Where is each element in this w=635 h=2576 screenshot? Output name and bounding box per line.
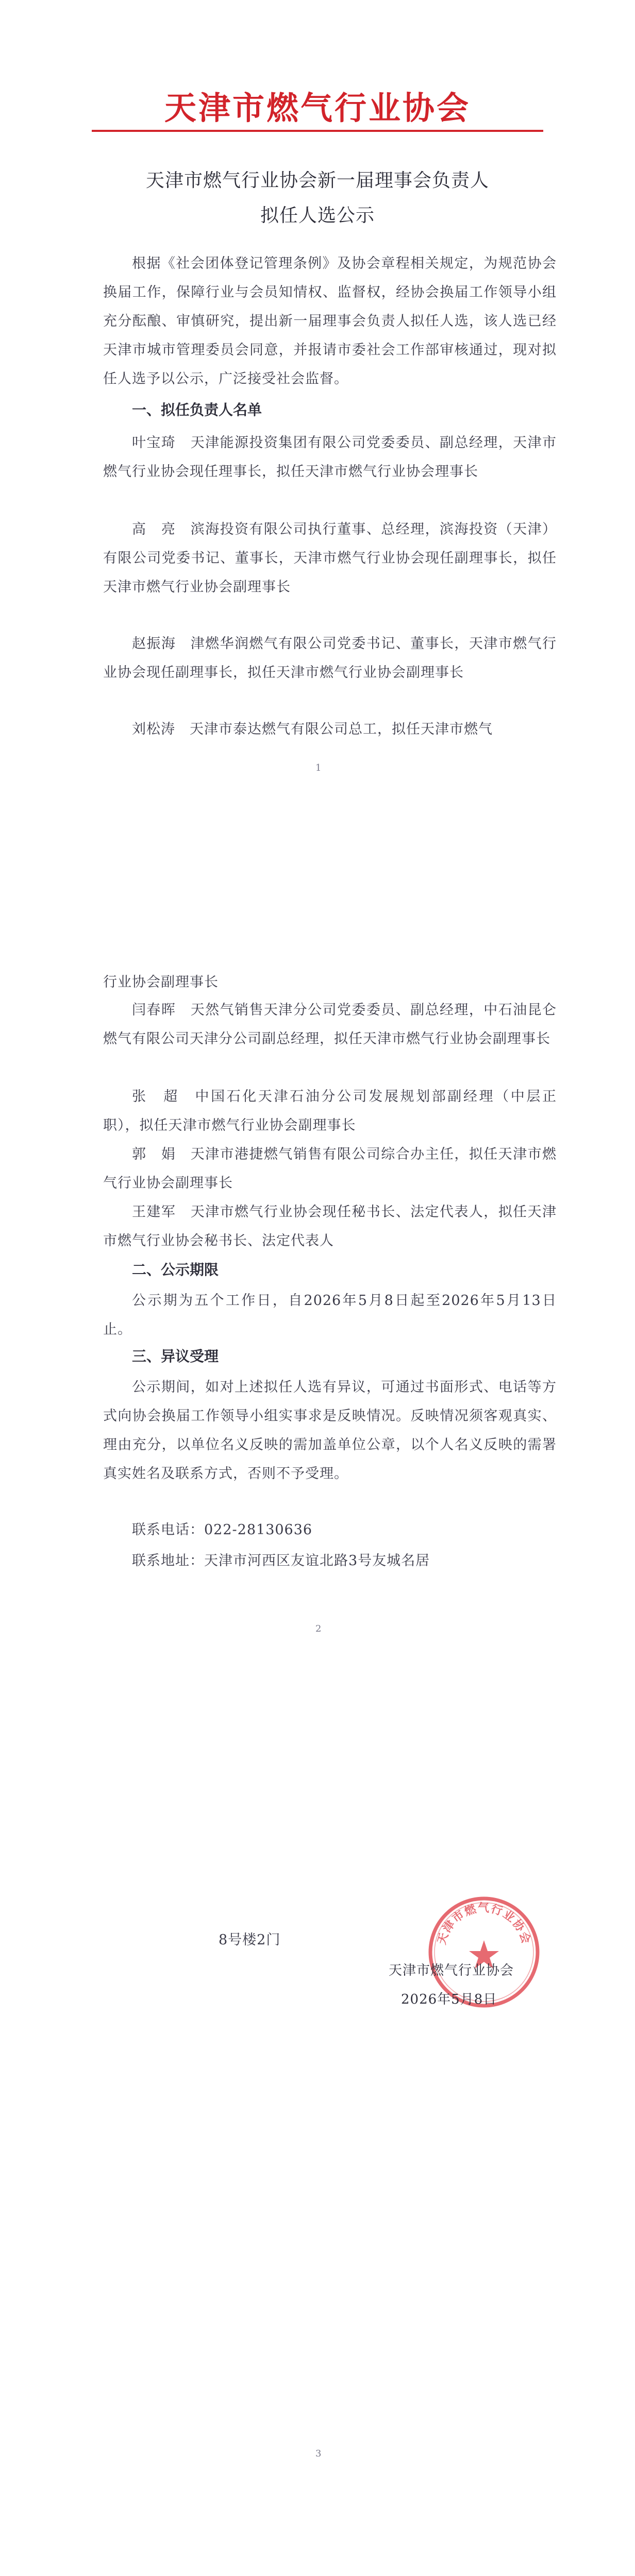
objection-paragraph: 公示期间，如对上述拟任人选有异议，可通过书面形式、电话等方式向协会换届工作领导小组实事求是反映情况。反映情况须客观真实、理由充分，以单位名义反映的需加盖单位公章，以个人名义反映的需署真实姓名及联系方式，否则不予受理。 xyxy=(103,1379,557,1482)
signature-date: 2026年5月8日 xyxy=(401,1992,497,2007)
period-paragraph: 公示期为五个工作日，自2026年5月8日起至2026年5月13日止。 xyxy=(103,1293,557,1337)
section-1-heading: 一、拟任负责人名单 xyxy=(132,401,262,418)
contact-address: 联系地址：天津市河西区友谊北路3号友城名居 xyxy=(132,1553,430,1569)
candidate-entry: 郭 娟 天津市港捷燃气销售有限公司综合办主任，拟任天津市燃气行业协会副理事长 xyxy=(103,1146,557,1191)
section-2-heading: 二、公示期限 xyxy=(132,1261,219,1278)
svg-text:天津市燃气行业协会: 天津市燃气行业协会 xyxy=(435,1902,533,1946)
signature-organization: 天津市燃气行业协会 xyxy=(389,1963,514,1978)
document-page-1 xyxy=(0,0,635,881)
letterhead-red-rule xyxy=(92,130,543,132)
candidate-entry: 王建军 天津市燃气行业协会现任秘书长、法定代表人，拟任天津市燃气行业协会秘书长、法定代表人 xyxy=(103,1204,557,1249)
candidate-entry: 闫春晖 天然气销售天津分公司党委委员、副总经理，中石油昆仑燃气有限公司天津分公司副总经理，拟任天津市燃气行业协会副理事长 xyxy=(103,1002,557,1047)
section-3-heading: 三、异议受理 xyxy=(132,1348,219,1365)
candidate-entry-continuation: 行业协会副理事长 xyxy=(103,974,219,990)
candidate-entry: 高 亮 滨海投资有限公司执行董事、总经理，滨海投资（天津）有限公司党委书记、董事长，天津市燃气行业协会现任副理事长，拟任天津市燃气行业协会副理事长 xyxy=(103,521,557,595)
document-title-line-2: 拟任人选公示 xyxy=(260,205,375,226)
page-number-mark: 1 xyxy=(315,762,322,773)
candidate-entry-partial: 刘松涛 天津市泰达燃气有限公司总工，拟任天津市燃气 xyxy=(132,721,493,737)
letterhead-title: 天津市燃气行业协会 xyxy=(164,89,471,127)
page-number-mark: 2 xyxy=(315,1623,322,1634)
candidate-entry: 张 超 中国石化天津石油分公司发展规划部副经理（中层正职），拟任天津市燃气行业协会副理事长 xyxy=(103,1089,557,1133)
document-title-line-1: 天津市燃气行业协会新一届理事会负责人 xyxy=(145,170,489,191)
document-page-3 xyxy=(0,1902,635,2576)
page-number-mark: 3 xyxy=(315,2448,322,2459)
contact-address-continuation: 8号楼2门 xyxy=(219,1932,281,1948)
candidate-entry: 叶宝琦 天津能源投资集团有限公司党委委员、副总经理，天津市燃气行业协会现任理事长，拟任天津市燃气行业协会理事长 xyxy=(103,435,557,480)
contact-phone: 联系电话：022-28130636 xyxy=(132,1522,313,1538)
candidate-entry: 赵振海 津燃华润燃气有限公司党委书记、董事长，天津市燃气行业协会现任副理事长，拟任天津市燃气行业协会副理事长 xyxy=(103,636,557,681)
intro-paragraph: 根据《社会团体登记管理条例》及协会章程相关规定，为规范协会换届工作，保障行业与会员知情权、监督权，经协会换届工作领导小组充分酝酿、审慎研究，提出新一届理事会负责人拟任人选，该人选已经天津市城市管理委员会同意，并报请市委社会工作部审核通过，现对拟任人选予以公示，广泛接受社会监督。 xyxy=(103,256,557,387)
document-page-2 xyxy=(0,966,635,1893)
